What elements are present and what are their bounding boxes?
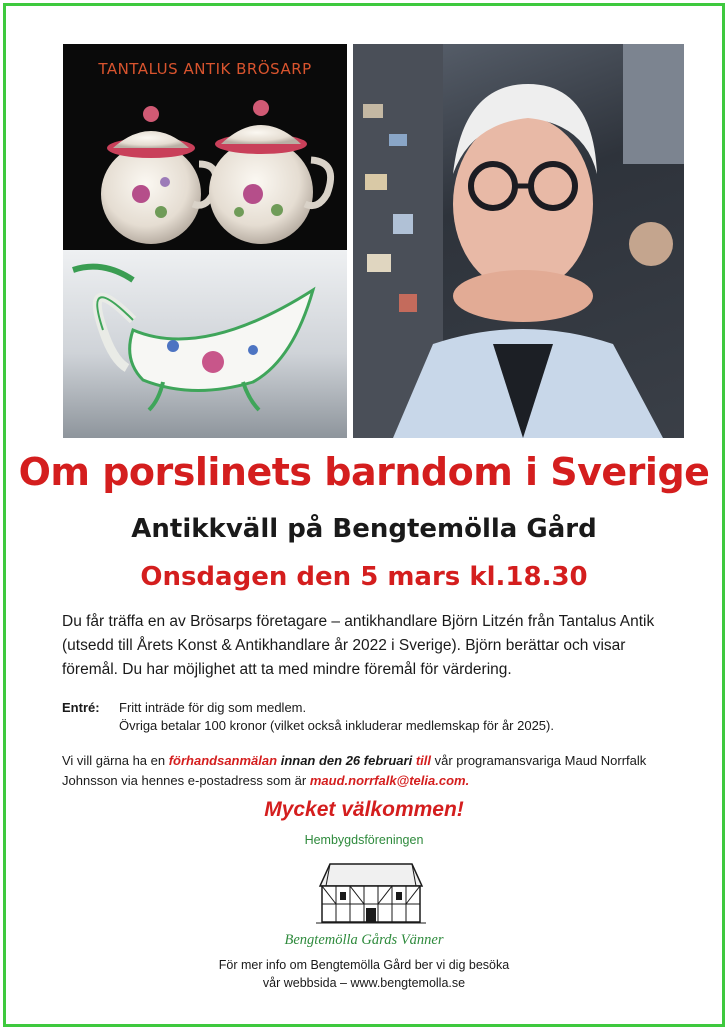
welcome-text: Mycket välkommen! bbox=[264, 798, 464, 821]
entry-line: Fritt inträde för dig som medlem. bbox=[119, 700, 307, 715]
portrait-illustration bbox=[353, 44, 684, 438]
till-text: till bbox=[415, 753, 431, 768]
entry-label: Entré: bbox=[62, 700, 100, 715]
footer-website-line[interactable]: vår webbsida – www.bengtemolla.se bbox=[262, 976, 466, 990]
house-logo-icon bbox=[316, 856, 426, 926]
intro-paragraph bbox=[62, 610, 682, 682]
signup-text: Vi vill gärna ha en bbox=[62, 753, 169, 768]
intro-line: Du får träffa en av Brösarps företagare – antikhandlare Björn Litzén från Tantalus Antik bbox=[62, 613, 655, 630]
teapots-illustration bbox=[63, 44, 347, 250]
signup-paragraph bbox=[62, 751, 682, 791]
footer-line: För mer info om Bengtemölla Gård ber vi dig besöka bbox=[218, 958, 510, 972]
preregistration-text: förhandsanmälan bbox=[168, 753, 278, 768]
sauceboat-illustration bbox=[63, 250, 347, 438]
entry-line: Övriga betalar 100 kronor (vilket också inkluderar medlemskap för år 2025). bbox=[119, 718, 554, 733]
event-title: Om porslinets barndom i Sverige bbox=[18, 450, 710, 494]
teapots-photo bbox=[63, 44, 347, 250]
deadline-text: innan den 26 februari bbox=[280, 753, 413, 768]
portrait-photo bbox=[353, 44, 684, 438]
event-date: Onsdagen den 5 mars kl.18.30 bbox=[140, 562, 588, 592]
society-name: Bengtemölla Gårds Vänner bbox=[284, 932, 444, 948]
intro-line: (utsedd till Årets Konst & Antikhandlare år 2022 i Sverige). Björn berättar och visar bbox=[62, 637, 626, 654]
signup-text: vår programansvariga Maud Norrfalk Johnsson via hennes e-postadress som är bbox=[62, 753, 647, 788]
society-top-label: Hembygdsföreningen bbox=[304, 833, 424, 847]
teapots-photo-caption: TANTALUS ANTIK BRÖSARP bbox=[98, 60, 312, 78]
intro-line: föremål. Du har möjlighet att ta med mindre föremål för värdering. bbox=[62, 661, 512, 678]
event-subtitle: Antikkväll på Bengtemölla Gård bbox=[131, 514, 597, 544]
footer-info bbox=[0, 956, 728, 992]
email-link[interactable]: maud.norrfalk@telia.com. bbox=[309, 773, 470, 788]
sauceboat-photo bbox=[63, 250, 347, 438]
